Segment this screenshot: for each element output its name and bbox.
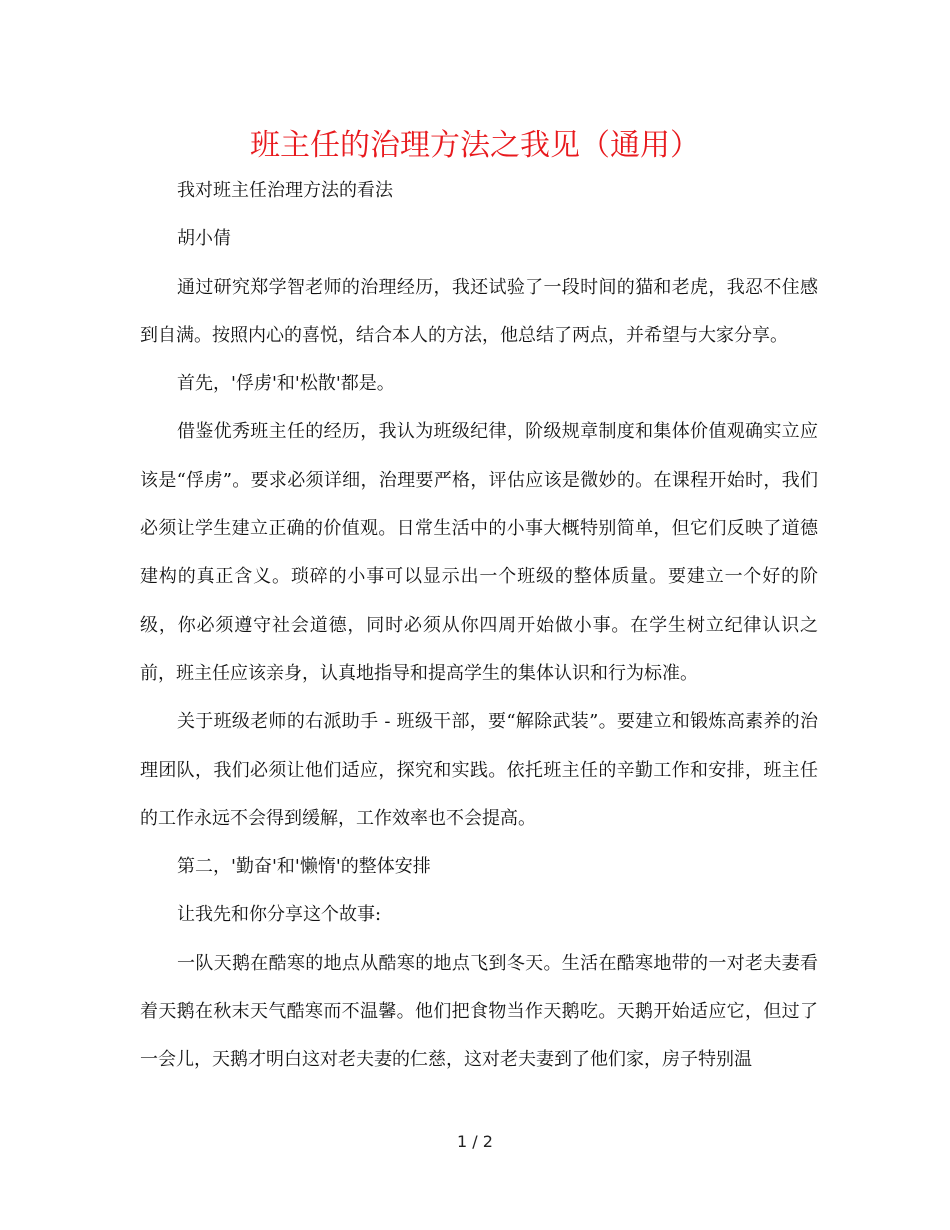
body-paragraph: 让我先和你分享这个故事: xyxy=(177,904,382,926)
body-paragraph: 第二，'勤奋'和'懒惰'的整体安排 xyxy=(177,856,431,878)
author-paragraph: 胡小倩 xyxy=(177,228,231,250)
page-number: 1 / 2 xyxy=(457,1132,493,1151)
body-paragraph: 首先，'俘虏'和'松散'都是。 xyxy=(177,373,395,395)
subtitle-paragraph: 我对班主任治理方法的看法 xyxy=(177,180,393,201)
body-paragraph: 通过研究郑学智老师的治理经历，我还试验了一段时间的猫和老虎，我忍不住感到自满。按照内心的喜悦，结合本人的方法，他总结了两点，并希望与大家分享。 xyxy=(140,276,818,346)
body-paragraph: 借鉴优秀班主任的经历，我认为班级纪律，阶级规章制度和集体价值观确实立应该是“俘虏”。要求必须详细，治理要严格，评估应该是微妙的。在课程开始时，我们必须让学生建立正确的价值观。日常生活中的小事大概特别简单，但它们反映了道德建构的真正含义。琐碎的小事可以显示出一个班级的整体质量。要建立一个好的阶级，你必须遵守社会道德，同时必须从你四周开始做小事。在学生树立纪律认识之前，班主任应该亲身，认真地指导和提高学生的集体认识和行为标准。 xyxy=(140,421,818,684)
body-paragraph: 一队天鹅在酷寒的地点从酷寒的地点飞到冬天。生活在酷寒地带的一对老夫妻看着天鹅在秋末天气酷寒而不温馨。他们把食物当作天鹅吃。天鹅开始适应它，但过了一会儿，天鹅才明白这对老夫妻的仁慈，这对老夫妻到了他们家，房子特别温 xyxy=(140,952,818,1071)
body-paragraph: 关于班级老师的右派助手 - 班级干部，要“解除武装”。要建立和锻炼高素养的治理团队，我们必须让他们适应，探究和实践。依托班主任的辛勤工作和安排，班主任的工作永远不会得到缓解，工作效率也不会提高。 xyxy=(140,711,818,829)
document-body xyxy=(140,167,818,1085)
document-title: 班主任的治理方法之我见（通用） xyxy=(250,128,700,163)
